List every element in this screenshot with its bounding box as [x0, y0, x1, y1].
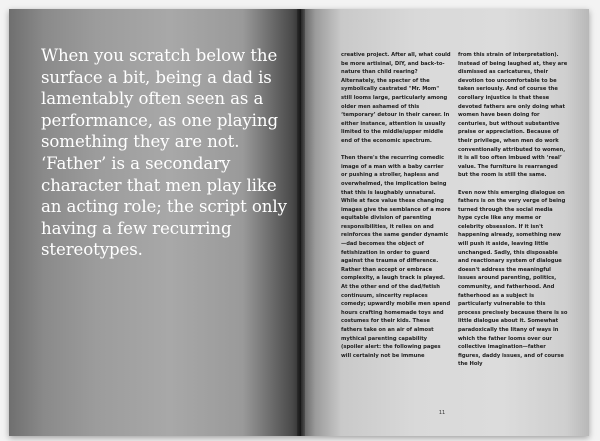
open-book-spread	[9, 9, 589, 436]
pull-quote: When you scratch below the surface a bit, being a dad is lamentably often seen as a performance, as one playing something they are not. ‘Father’ is a secondary character that men play like an acting role; the script only having a few recurring stereotypes.	[41, 46, 287, 260]
column-1-paragraph-2: Then there's the recurring comedic image of a man with a baby carrier or pushing a stroller, hapless and overwhelmed, the implication being that this is laughably unnatural. While at face value these changing images give the semblance of a more equitable division of parenting responsibilities, it relies on and reinforces the same gender dynamic—dad becomes the object of fetishization in order to guard against the trauma of difference. Rather than accept or embrace complexity, a laugh track is played. At the other end of the dad/fetish continuum, sincerity replaces comedy; upwardly mobile men spend hours crafting homemade toys and costumes for their kids. These fathers take on an air of almost mythical parenting capability (spoiler alert: the following pages will certainly not be immune	[341, 155, 451, 359]
book-gutter	[297, 9, 305, 436]
column-1-paragraph-1: creative project. After all, what could be more artisinal, DIY, and back-to-nature than child rearing? Alternately, the specter of the symbolically castrated "Mr. Mom" still looms large, particularly among older men ashamed of this ‘temporary’ detour in their career. In either instance, attention is usually limited to the middle/upper middle end of the economic spectrum.	[341, 52, 451, 144]
body-column-left	[341, 51, 451, 360]
page-number: 11	[438, 410, 446, 416]
column-2-paragraph-2: Even now this emerging dialogue on fathers is on the very verge of being turned through the social media hype cycle like any meme or celebrity obsession. If it isn't happening already, something new will push it aside, leaving little unchanged. Sadly, this disposable and reactionary system of dialogue doesn't address the meaningful issues around parenting, politics, community, and fatherhood. And fatherhood as a subject is particularly vulnerable to this process precisely because there is so little dialogue about it. Somewhat paradoxically the litany of ways in which the father looms over our collective imagination—father figures, daddy issues, and of course the Holy	[458, 189, 568, 368]
left-page	[9, 9, 301, 436]
body-column-right	[458, 51, 568, 369]
column-2-paragraph-1: from this strain of interpretation). Instead of being laughed at, they are dismissed as caricatures, their devotion too uncomfortable to be taken seriously. And of course the corollary injustice is that these devoted fathers are only doing what women have been doing for centuries, but without substantive praise or appreciation. Because of their privilege, when men do work conventionally attributed to women, it is all too often imbued with ‘real’ value. The furniture is rearranged but the room is still the same.	[458, 52, 568, 179]
